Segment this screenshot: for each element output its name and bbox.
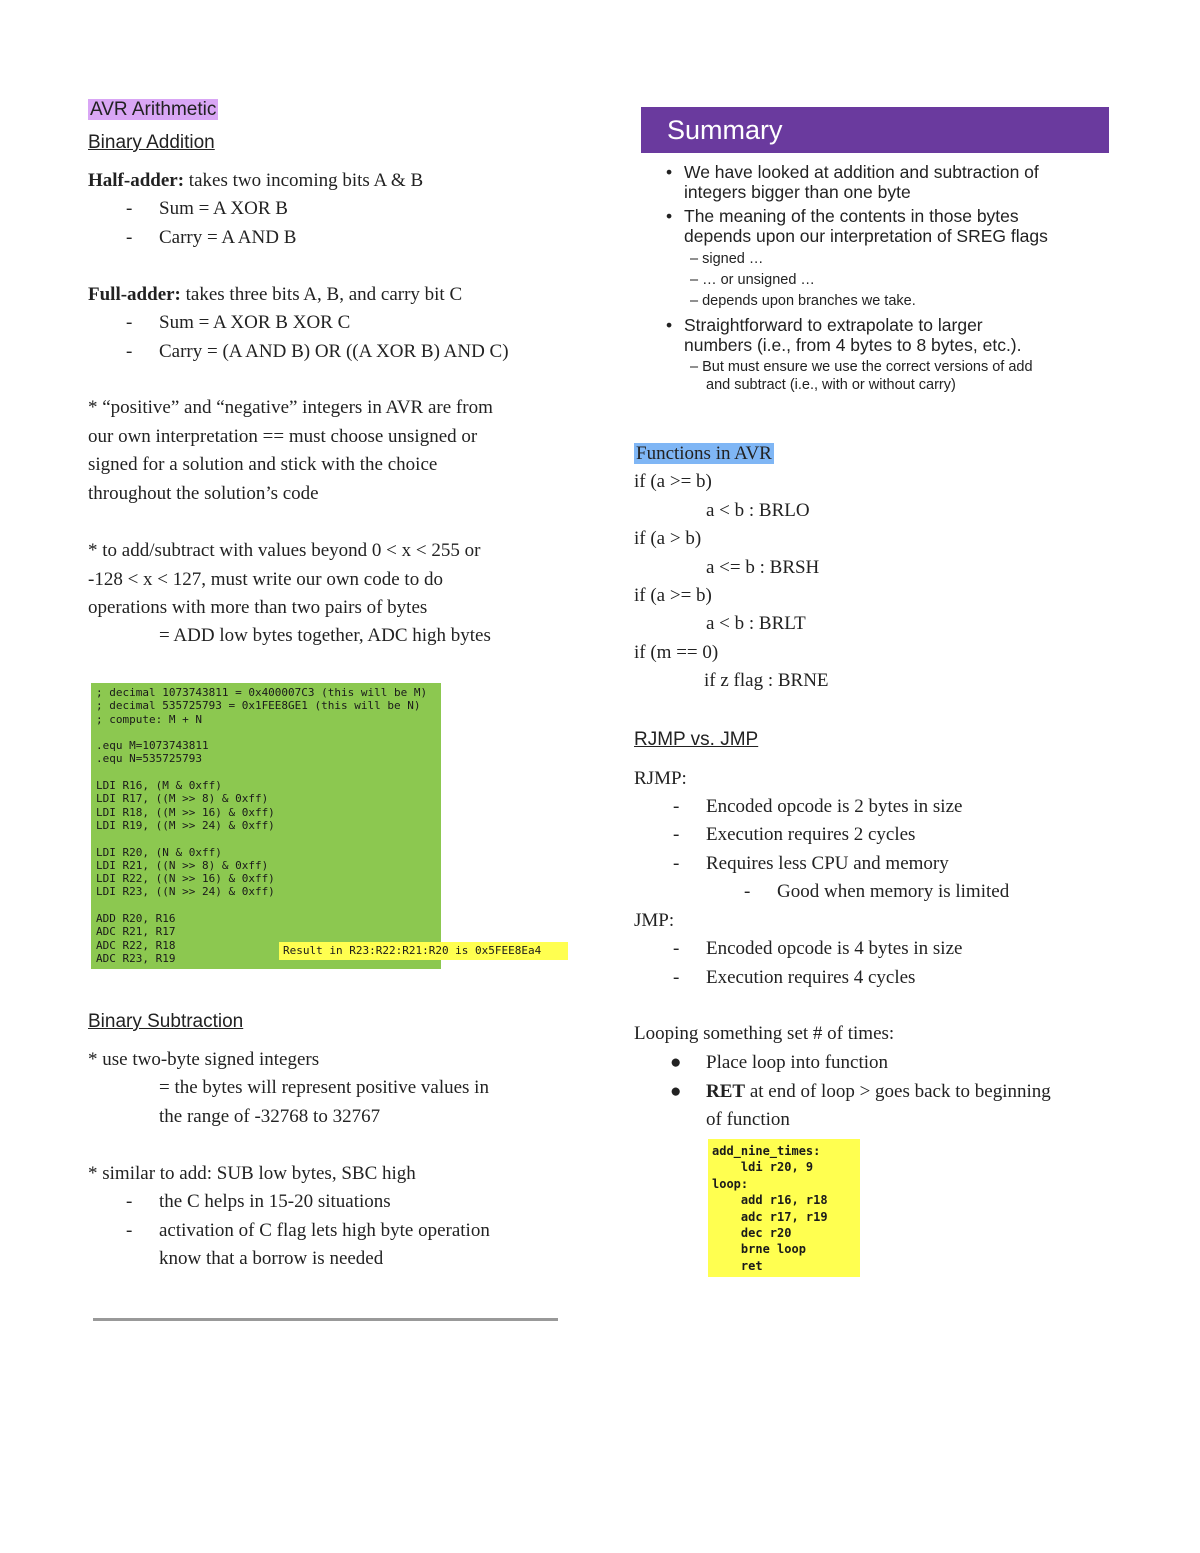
half-adder-label: Half-adder: xyxy=(88,170,185,191)
sub-line2: * similar to add: SUB low bytes, SBC high xyxy=(88,1163,416,1184)
func-cond: if (m == 0) xyxy=(634,642,719,663)
rjmp-heading: RJMP vs. JMP xyxy=(634,729,759,750)
code-line: add_nine_times: xyxy=(712,1144,821,1158)
functions-heading-text: Functions in AVR xyxy=(636,443,772,464)
dash-marker: - xyxy=(126,312,133,333)
summary-b3-sub: – But must ensure we use the correct versions of add xyxy=(690,359,1033,375)
code-line: ; compute: M + N xyxy=(96,712,202,726)
dash-marker: - xyxy=(126,341,133,362)
rjmp-item: Execution requires 2 cycles xyxy=(706,824,916,845)
loop-code xyxy=(708,1139,860,1277)
code-line: ADC R23, R19 xyxy=(96,951,176,965)
code-line: loop: xyxy=(712,1176,749,1191)
bullet-icon: • xyxy=(666,315,673,335)
note2-line: -128 < x < 127, must write our own code to do xyxy=(88,569,443,590)
sub-item-cont: know that a borrow is needed xyxy=(159,1248,384,1269)
bullet-icon: • xyxy=(666,162,673,182)
code-line: ret xyxy=(712,1258,763,1273)
code-line: ADC R22, R18 xyxy=(96,938,176,952)
looping-b2-cont: of function xyxy=(706,1109,790,1130)
rjmp-item: Encoded opcode is 2 bytes in size xyxy=(706,796,963,817)
full-adder-label: Full-adder: xyxy=(88,284,181,305)
summary-b2-sub: – … or unsigned … xyxy=(690,272,815,288)
divider-line xyxy=(93,1318,558,1321)
note2-indent: = ADD low bytes together, ADC high bytes xyxy=(159,625,491,646)
bullet-icon: ● xyxy=(670,1081,682,1102)
jmp-label: JMP: xyxy=(634,910,675,931)
code-line: ; decimal 1073743811 = 0x400007C3 (this will be M) xyxy=(96,686,428,699)
summary-b2-sub: – depends upon branches we take. xyxy=(690,293,916,309)
dash-marker: - xyxy=(126,227,133,248)
sub-indent: the range of -32768 to 32767 xyxy=(159,1106,381,1127)
code-line: ; decimal 535725793 = 0x1FEE8GE1 (this will be N) xyxy=(96,699,421,713)
summary-b2-sub: – signed … xyxy=(690,251,764,267)
note2-line: * to add/subtract with values beyond 0 < x < 255 or xyxy=(88,540,481,561)
code-line: LDI R19, ((M >> 24) & 0xff) xyxy=(96,818,275,832)
dash-marker: - xyxy=(126,1191,133,1212)
functions-heading xyxy=(634,440,774,469)
dash-marker: - xyxy=(744,881,751,902)
looping-b2-rest: at end of loop > goes back to beginning xyxy=(745,1081,1051,1102)
code-line: dec r20 xyxy=(712,1226,792,1241)
code-line: LDI R16, (M & 0xff) xyxy=(96,779,222,793)
sub-indent: = the bytes will represent positive values in xyxy=(159,1077,489,1098)
full-carry: Carry = (A AND B) OR ((A XOR B) AND C) xyxy=(159,341,509,362)
code-line: LDI R17, ((M >> 8) & 0xff) xyxy=(96,792,269,806)
code-line xyxy=(96,766,427,779)
summary-b3: numbers (i.e., from 4 bytes to 8 bytes, etc.). xyxy=(684,335,1022,355)
summary-b2: The meaning of the contents in those bytes xyxy=(684,206,1019,226)
result-note: Result in R23:R22:R21:R20 is 0x5FEE8Ea4 xyxy=(279,942,568,960)
summary-b3-sub: and subtract (i.e., with or without carry) xyxy=(706,377,956,393)
addition-code xyxy=(96,686,427,965)
rjmp-sub: Good when memory is limited xyxy=(777,881,1010,902)
dash-marker: - xyxy=(673,796,680,817)
sub-item: activation of C flag lets high byte operation xyxy=(159,1220,490,1241)
sub-item: the C helps in 15-20 situations xyxy=(159,1191,391,1212)
doc-title xyxy=(88,99,218,121)
code-line: ADC R21, R17 xyxy=(96,925,176,939)
code-line: LDI R22, ((N >> 16) & 0xff) xyxy=(96,872,275,886)
code-line: ADD R20, R16 xyxy=(96,912,176,926)
func-cond: if (a > b) xyxy=(634,528,702,549)
jmp-item: Encoded opcode is 4 bytes in size xyxy=(706,938,963,959)
func-branch: a < b : BRLO xyxy=(706,500,810,521)
rjmp-label: RJMP: xyxy=(634,768,687,789)
code-line xyxy=(96,832,427,845)
code-line: brne loop xyxy=(712,1242,806,1257)
func-branch: if z flag : BRNE xyxy=(704,670,829,691)
code-line xyxy=(96,726,427,739)
doc-title-text: AVR Arithmetic xyxy=(90,99,217,120)
summary-title: Summary xyxy=(641,107,1109,153)
full-sum: Sum = A XOR B XOR C xyxy=(159,312,351,333)
code-line: .equ N=535725793 xyxy=(96,752,202,766)
note1-line: * “positive” and “negative” integers in AVR are from xyxy=(88,397,493,418)
looping-b2-bold: RET xyxy=(706,1081,746,1102)
note1-line: throughout the solution’s code xyxy=(88,483,319,504)
rjmp-item: Requires less CPU and memory xyxy=(706,853,949,874)
summary-b1: We have looked at addition and subtraction of xyxy=(684,162,1039,182)
code-line: adc r17, r19 xyxy=(712,1209,828,1224)
dash-marker: - xyxy=(673,967,680,988)
looping-b1: Place loop into function xyxy=(706,1052,889,1073)
summary-b3: Straightforward to extrapolate to larger xyxy=(684,315,983,335)
dash-marker: - xyxy=(673,824,680,845)
bullet-icon: • xyxy=(666,206,673,226)
note1-line: signed for a solution and stick with the choice xyxy=(88,454,438,475)
code-line: LDI R20, (N & 0xff) xyxy=(96,845,222,859)
code-line: ldi r20, 9 xyxy=(712,1160,814,1175)
code-line: add r16, r18 xyxy=(712,1193,828,1208)
func-branch: a < b : BRLT xyxy=(706,613,806,634)
dash-marker: - xyxy=(673,853,680,874)
func-cond: if (a >= b) xyxy=(634,471,712,492)
summary-b1: integers bigger than one byte xyxy=(684,182,911,202)
jmp-item: Execution requires 4 cycles xyxy=(706,967,916,988)
note2-line: operations with more than two pairs of bytes xyxy=(88,597,428,618)
looping-intro: Looping something set # of times: xyxy=(634,1023,895,1044)
half-carry: Carry = A AND B xyxy=(159,227,297,248)
binary-addition-heading: Binary Addition xyxy=(88,132,215,153)
sub-line1: * use two-byte signed integers xyxy=(88,1049,320,1070)
func-branch: a <= b : BRSH xyxy=(706,557,820,578)
looping-b2 xyxy=(706,1078,1051,1107)
half-adder-line xyxy=(88,167,423,196)
func-cond: if (a >= b) xyxy=(634,585,712,606)
bullet-icon: ● xyxy=(670,1052,682,1073)
dash-marker: - xyxy=(673,938,680,959)
code-line: LDI R21, ((N >> 8) & 0xff) xyxy=(96,858,269,872)
dash-marker: - xyxy=(126,198,133,219)
summary-b2: depends upon our interpretation of SREG flags xyxy=(684,226,1048,246)
dash-marker: - xyxy=(126,1220,133,1241)
code-line: LDI R23, ((N >> 24) & 0xff) xyxy=(96,885,275,899)
full-adder-text: takes three bits A, B, and carry bit C xyxy=(180,284,463,305)
half-adder-text: takes two incoming bits A & B xyxy=(184,170,424,191)
note1-line: our own interpretation == must choose unsigned or xyxy=(88,426,478,447)
code-line xyxy=(96,899,427,912)
code-line: LDI R18, ((M >> 16) & 0xff) xyxy=(96,805,275,819)
code-line: .equ M=1073743811 xyxy=(96,739,209,753)
binary-subtraction-heading: Binary Subtraction xyxy=(88,1011,244,1032)
full-adder-line xyxy=(88,281,462,310)
half-sum: Sum = A XOR B xyxy=(159,198,288,219)
